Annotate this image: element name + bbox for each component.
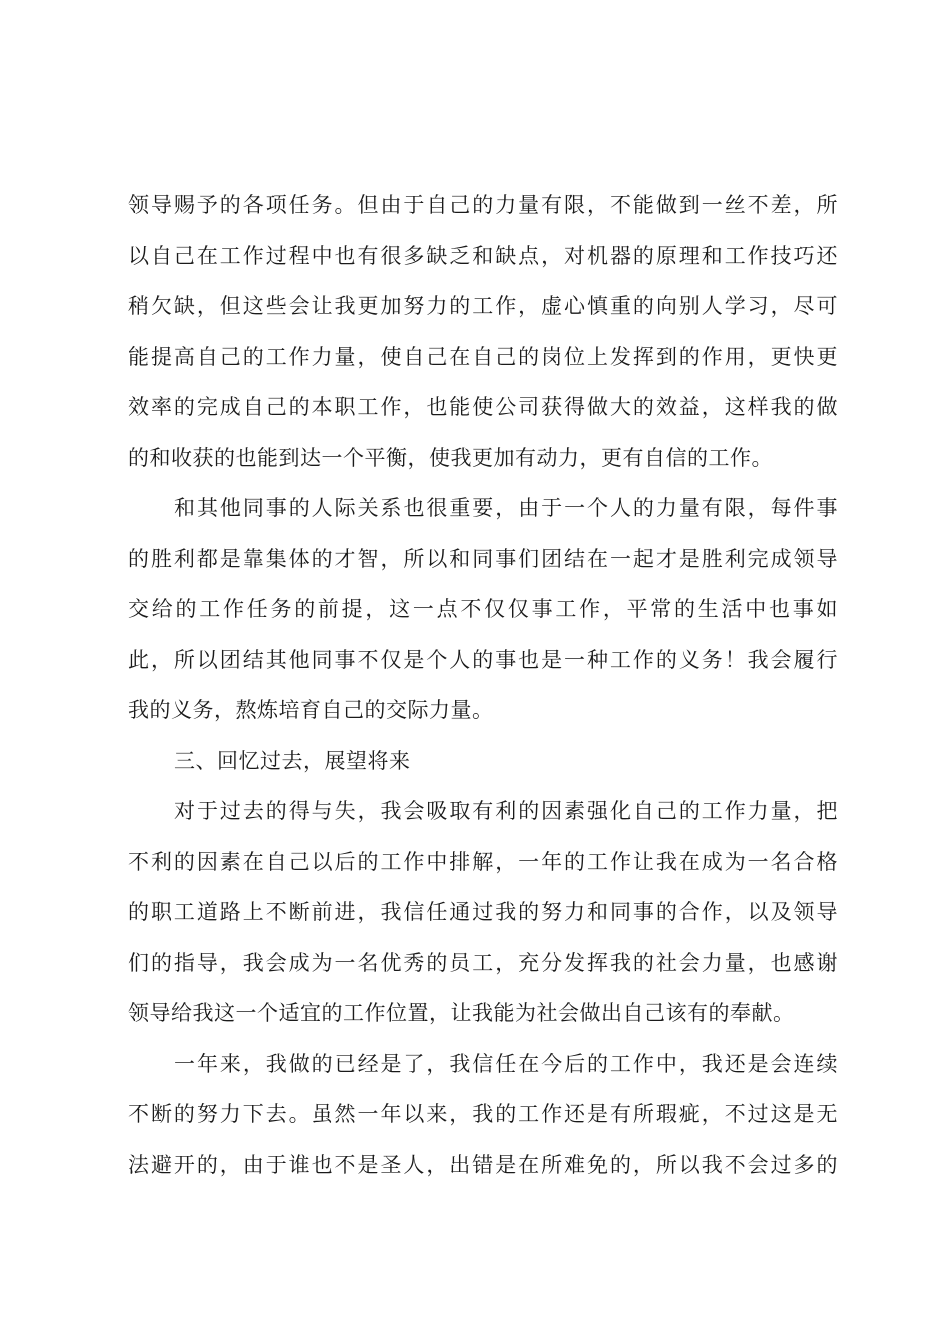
text-line: 一年来，我做的已经是了，我信任在今后的工作中，我还是会连续 xyxy=(174,1051,838,1076)
text-line: 我的义务，熬炼培育自己的交际力量。 xyxy=(128,698,494,722)
text-line: 领导赐予的各项任务。但由于自己的力量有限，不能做到一丝不差，所 xyxy=(128,193,838,217)
text-line: 领导给我这一个适宜的工作位置，让我能为社会做出自己该有的奉献。 xyxy=(128,1001,795,1025)
section-heading xyxy=(128,736,838,787)
text-line: 效率的完成自己的本职工作，也能使公司获得做大的效益，这样我的做 xyxy=(128,395,838,419)
paragraph xyxy=(128,1039,838,1191)
document-body xyxy=(128,180,838,1190)
text-line: 们的指导，我会成为一名优秀的员工，充分发挥我的社会力量，也感谢 xyxy=(128,950,838,975)
text-line: 对于过去的得与失，我会吸取有利的因素强化自己的工作力量，把 xyxy=(174,799,838,823)
heading-text: 三、回忆过去，展望将来 xyxy=(174,748,411,773)
text-line: 稍欠缺，但这些会让我更加努力的工作，虚心慎重的向别人学习，尽可 xyxy=(128,294,838,318)
text-line: 的职工道路上不断前进，我信任通过我的努力和同事的合作，以及领导 xyxy=(128,900,838,924)
text-line: 的胜利都是靠集体的才智，所以和同事们团结在一起才是胜利完成领导 xyxy=(128,546,838,571)
text-line: 法避开的，由于谁也不是圣人，出错是在所难免的，所以我不会过多的 xyxy=(128,1152,838,1177)
text-line: 和其他同事的人际关系也很重要，由于一个人的力量有限，每件事 xyxy=(174,496,838,520)
text-line: 不利的因素在自己以后的工作中排解，一年的工作让我在成为一名合格 xyxy=(128,849,838,874)
text-line: 以自己在工作过程中也有很多缺乏和缺点，对机器的原理和工作技巧还 xyxy=(128,243,838,268)
text-line: 不断的努力下去。虽然一年以来，我的工作还是有所瑕疵，不过这是无 xyxy=(128,1102,838,1126)
text-line: 的和收获的也能到达一个平衡，使我更加有动力，更有自信的工作。 xyxy=(128,445,773,470)
text-line: 能提高自己的工作力量，使自己在自己的岗位上发挥到的作用，更快更 xyxy=(128,344,838,369)
text-line: 此，所以团结其他同事不仅是个人的事也是一种工作的义务！我会履行 xyxy=(128,647,838,672)
paragraph xyxy=(128,786,838,1039)
paragraph xyxy=(128,180,838,483)
text-line: 交给的工作任务的前提，这一点不仅仅事工作，平常的生活中也事如 xyxy=(128,597,838,621)
paragraph xyxy=(128,483,838,736)
